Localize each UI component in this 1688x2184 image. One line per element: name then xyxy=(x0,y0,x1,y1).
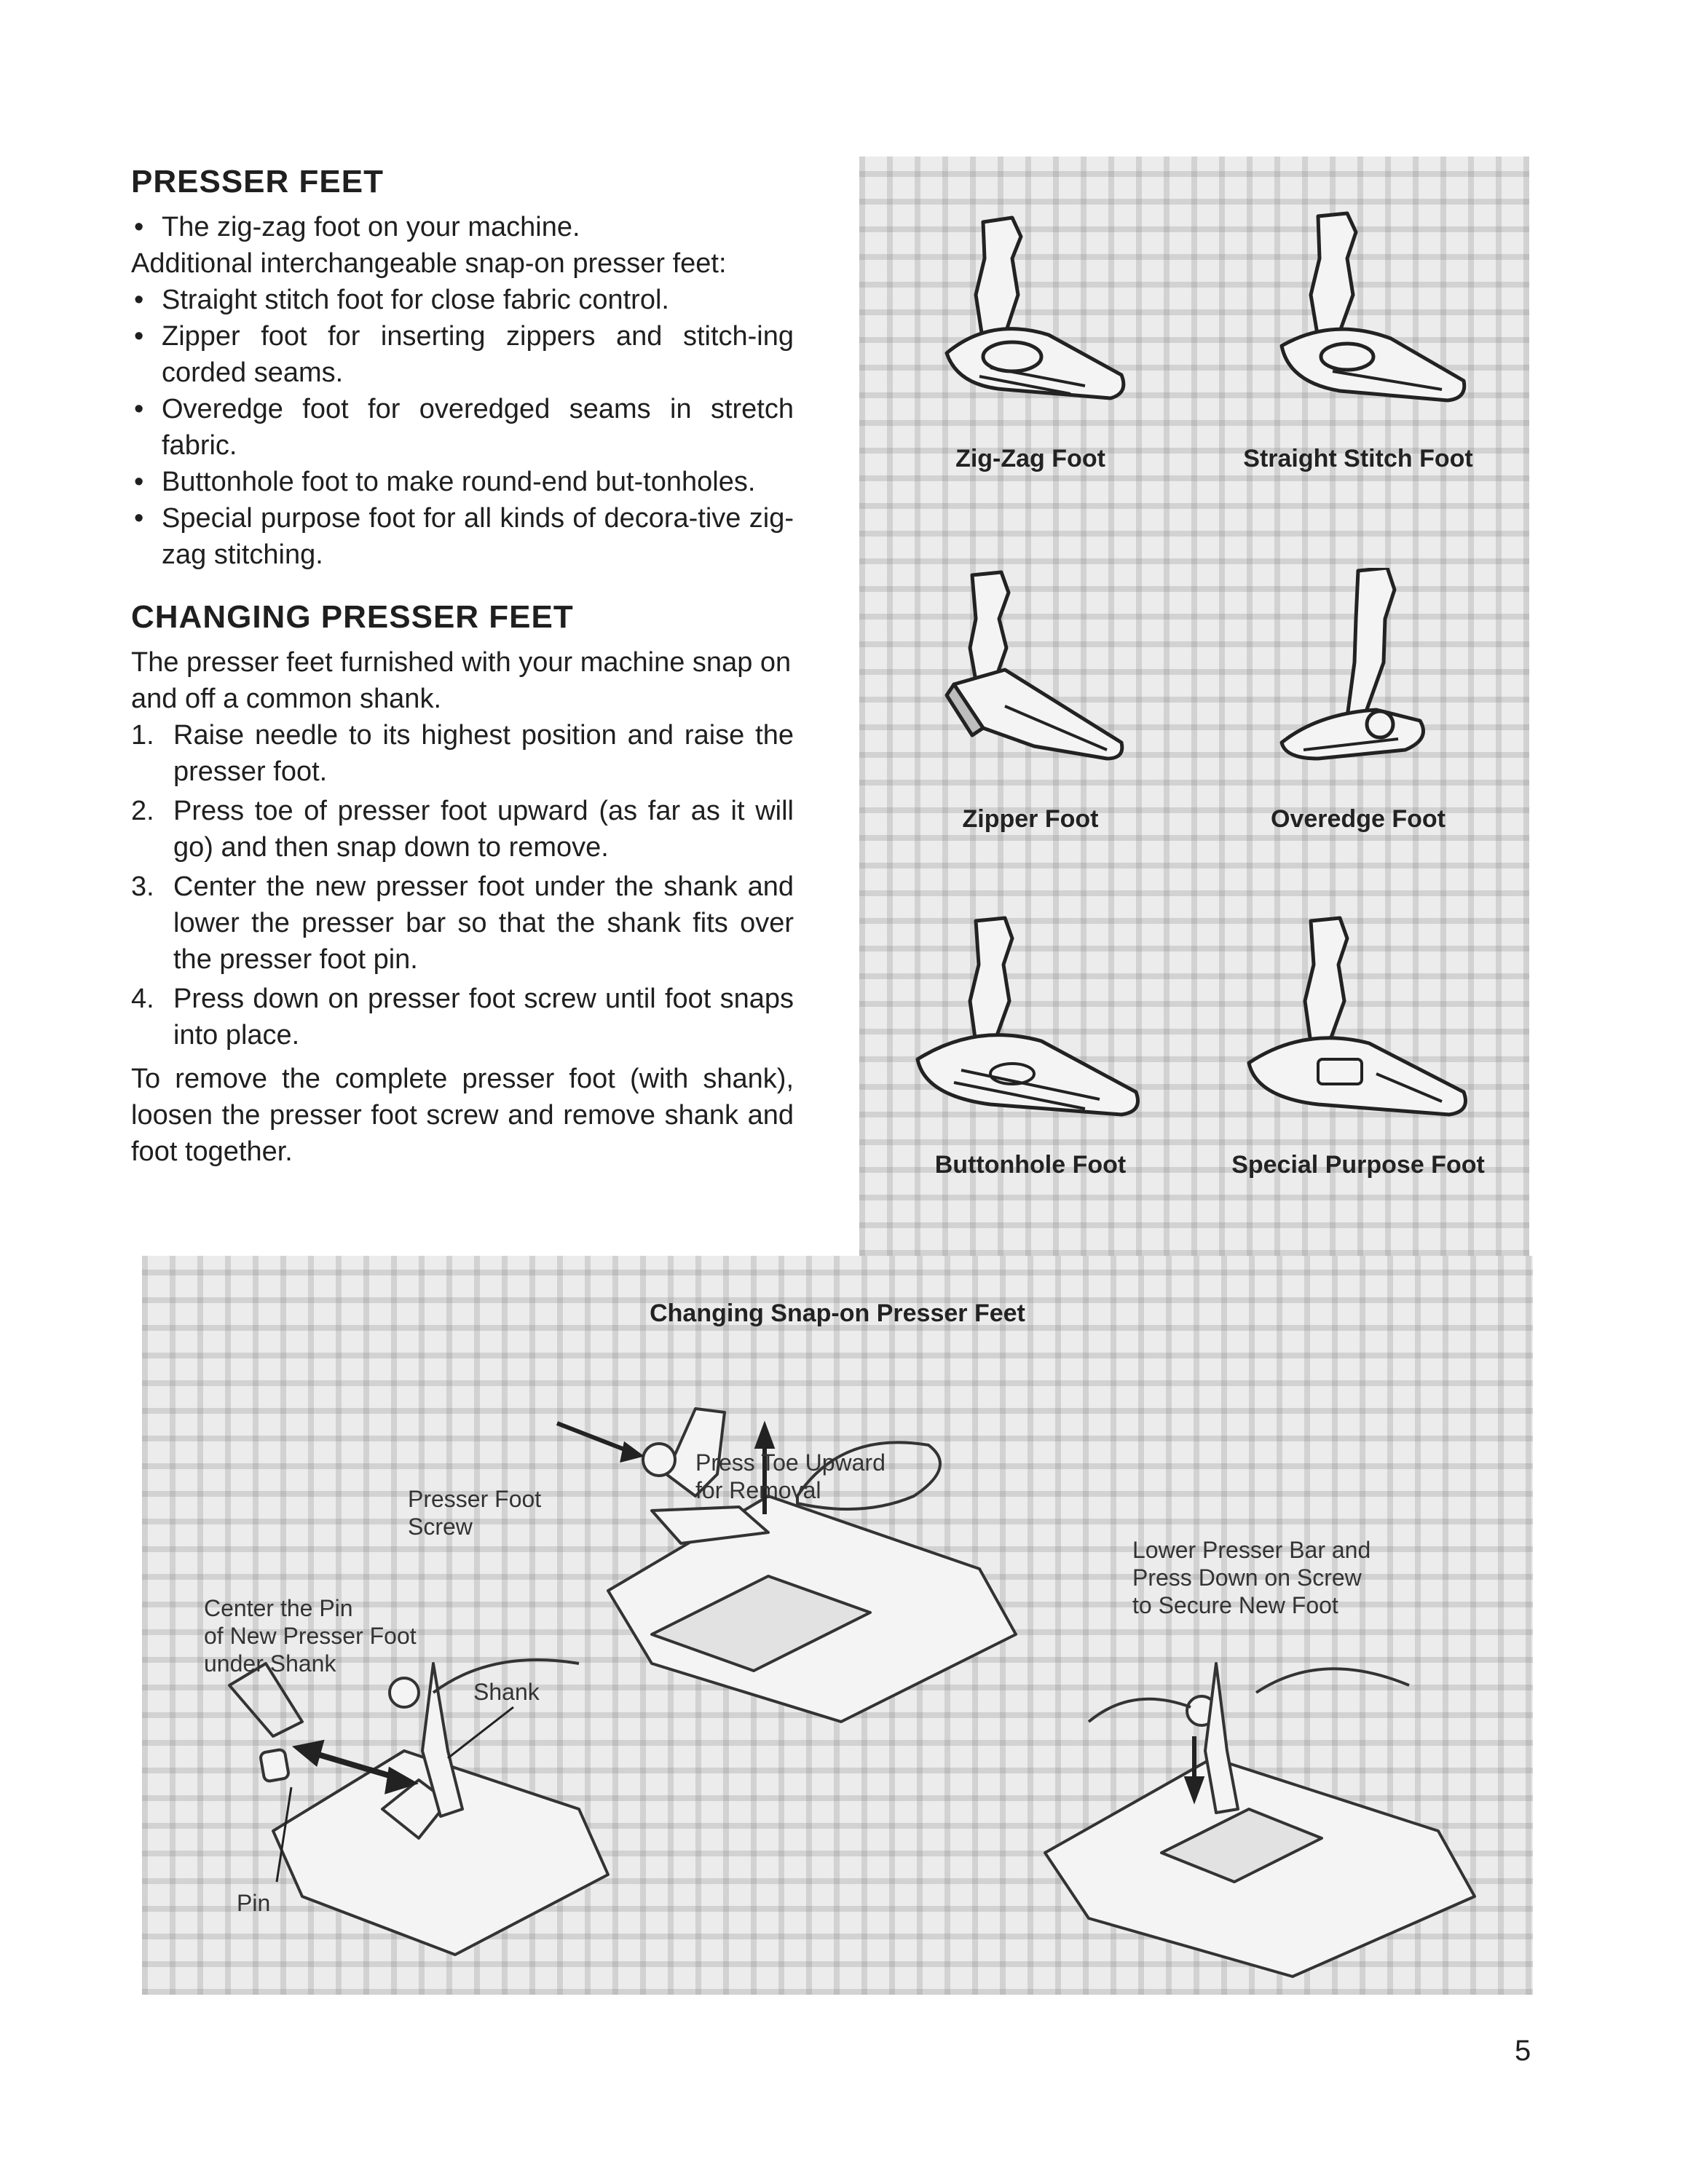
changing-intro: The presser feet furnished with your machine snap on and off a common shank. xyxy=(131,647,792,714)
lower-bar-callout xyxy=(1132,1536,1370,1619)
step-item xyxy=(131,793,794,866)
straight-stitch-foot-label: Straight Stitch Foot xyxy=(1243,445,1473,472)
zig-zag-foot-figure xyxy=(874,178,1187,499)
presser-feet-figure xyxy=(859,157,1529,1256)
special-purpose-foot-icon xyxy=(1231,914,1486,1147)
center-pin-line: Center the Pin xyxy=(204,1595,353,1621)
feet-list-item: • Special purpose foot for all kinds of decora-tive zig-zag stitching. xyxy=(131,500,794,573)
changing-heading: CHANGING PRESSER FEET xyxy=(131,599,574,635)
step-item xyxy=(131,869,794,978)
zig-zag-foot-label: Zig-Zag Foot xyxy=(955,445,1105,472)
feet-list-item: • Zipper foot for inserting zippers and stitch-ing corded seams. xyxy=(131,318,794,391)
press-toe-line: Press Toe Upward xyxy=(695,1449,886,1476)
buttonhole-foot-label: Buttonhole Foot xyxy=(934,1151,1127,1179)
lower-bar-line: to Secure New Foot xyxy=(1132,1592,1338,1618)
presser-screw-callout xyxy=(408,1485,541,1540)
feet-list-item: • Straight stitch foot for close fabric control. xyxy=(131,282,794,318)
additional-feet-text: Additional interchangeable snap-on presser feet: xyxy=(131,248,727,279)
press-toe-line: for Removal xyxy=(695,1477,821,1503)
intro-bullet: • The zig-zag foot on your machine. xyxy=(131,209,794,245)
changing-feet-figure xyxy=(142,1256,1533,1995)
feet-list xyxy=(131,282,794,573)
buttonhole-foot-icon xyxy=(903,914,1158,1147)
special-purpose-foot-figure xyxy=(1202,885,1515,1205)
zipper-foot-figure xyxy=(874,539,1187,859)
zig-zag-foot-icon xyxy=(903,207,1158,440)
overedge-foot-figure xyxy=(1202,539,1515,859)
feet-list-item: • Overedge foot for overedged seams in stretch fabric. xyxy=(131,391,794,464)
straight-stitch-foot-figure xyxy=(1202,178,1515,499)
special-purpose-foot-label: Special Purpose Foot xyxy=(1231,1151,1485,1179)
text-column xyxy=(131,164,794,1170)
step-text: Raise needle to its highest position and raise the presser foot. xyxy=(173,720,794,787)
closing-text: To remove the complete presser foot (with shank), loosen the presser foot screw and remove shank and foot together. xyxy=(131,1064,794,1167)
step-item xyxy=(131,981,794,1053)
step-number: 2. xyxy=(131,796,154,826)
lower-bar-line: Lower Presser Bar and xyxy=(1132,1537,1371,1563)
step-text: Center the new presser foot under the shank and lower the presser bar so that the shank fits over the presser foot pin. xyxy=(173,871,794,975)
press-toe-callout xyxy=(695,1449,886,1504)
shank-callout: Shank xyxy=(473,1679,540,1705)
overedge-foot-label: Overedge Foot xyxy=(1271,805,1446,833)
lower-bar-line: Press Down on Screw xyxy=(1132,1564,1362,1591)
figure-title: Changing Snap-on Presser Feet xyxy=(650,1299,1025,1327)
presser-screw-line: Presser Foot xyxy=(408,1486,542,1512)
buttonhole-foot-figure xyxy=(874,885,1187,1205)
center-pin-line: under Shank xyxy=(204,1650,336,1677)
intro-bullet-list xyxy=(131,209,794,245)
step-number: 1. xyxy=(131,720,154,751)
presser-feet-heading: PRESSER FEET xyxy=(131,164,384,199)
center-pin-line: of New Presser Foot xyxy=(204,1623,417,1649)
straight-stitch-foot-icon xyxy=(1231,207,1486,440)
step-text: Press toe of presser foot upward (as far as it will go) and then snap down to remove. xyxy=(173,796,794,863)
page-number: 5 xyxy=(1515,2035,1531,2067)
feet-list-item: • Buttonhole foot to make round-end but-tonholes. xyxy=(131,464,794,500)
steps-list xyxy=(131,717,794,1053)
center-pin-callout xyxy=(204,1594,417,1677)
pin-callout: Pin xyxy=(237,1890,271,1916)
zipper-foot-label: Zipper Foot xyxy=(962,805,1099,833)
step-text: Press down on presser foot screw until foot snaps into place. xyxy=(173,984,794,1051)
step-number: 4. xyxy=(131,984,154,1014)
zipper-foot-icon xyxy=(903,568,1158,801)
presser-screw-line: Screw xyxy=(408,1514,473,1540)
step-item xyxy=(131,717,794,790)
overedge-foot-icon xyxy=(1231,568,1486,801)
step-number: 3. xyxy=(131,871,154,902)
